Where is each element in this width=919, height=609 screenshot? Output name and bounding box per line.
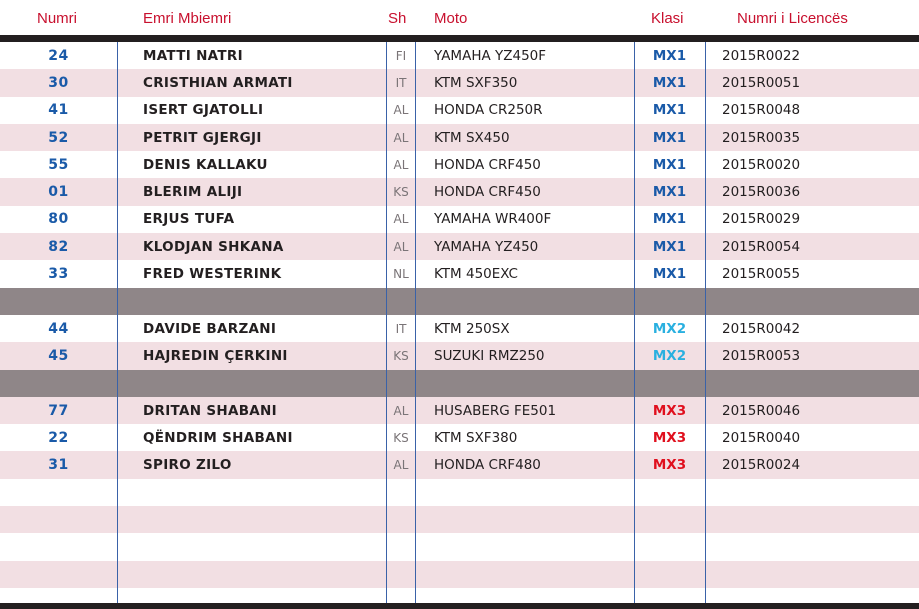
rider-class: MX3 <box>652 402 687 419</box>
rider-number: 45 <box>48 347 69 364</box>
header-name: Emri Mbiemri <box>143 10 232 27</box>
empty-row <box>0 561 919 588</box>
table-row <box>0 451 919 478</box>
rider-name: FRED WESTERINK <box>143 266 282 283</box>
rider-class: MX1 <box>652 238 687 255</box>
rider-class: MX1 <box>652 102 687 119</box>
header-number: Numri <box>37 10 77 27</box>
rider-country: KS <box>393 348 409 363</box>
rider-name: DRITAN SHABANI <box>143 402 277 419</box>
table-row <box>0 206 919 233</box>
class-separator-row <box>0 288 919 315</box>
rider-moto: HONDA CRF450 <box>434 156 541 173</box>
rider-class: MX1 <box>652 211 687 228</box>
table-row <box>0 342 919 369</box>
column-divider <box>117 42 118 603</box>
rider-country: FI <box>395 48 407 63</box>
rider-license: 2015R0020 <box>722 156 801 173</box>
header-country: Sh <box>388 10 407 27</box>
rider-license: 2015R0046 <box>722 402 801 419</box>
rider-country: IT <box>395 321 407 336</box>
rider-license: 2015R0048 <box>722 102 801 119</box>
rider-country: AL <box>393 157 409 172</box>
column-divider <box>415 42 416 603</box>
riders-table <box>0 42 919 588</box>
table-row <box>0 178 919 205</box>
table-row <box>0 69 919 96</box>
rider-number: 24 <box>48 47 69 64</box>
rider-moto: HUSABERG FE501 <box>434 402 557 419</box>
rider-country: AL <box>393 403 409 418</box>
empty-row <box>0 533 919 560</box>
rider-country: KS <box>393 185 409 200</box>
rider-license: 2015R0053 <box>722 347 801 364</box>
rider-class: MX1 <box>652 184 687 201</box>
column-divider <box>705 42 706 603</box>
rider-class: MX1 <box>652 156 687 173</box>
bottom-divider-bar <box>0 603 919 609</box>
table-row <box>0 97 919 124</box>
rider-license: 2015R0042 <box>722 320 801 337</box>
rider-name: SPIRO ZILO <box>143 457 232 474</box>
rider-license: 2015R0022 <box>722 47 801 64</box>
rider-class: MX1 <box>652 47 687 64</box>
rider-country: AL <box>393 212 409 227</box>
rider-moto: YAMAHA YZ450F <box>434 47 547 64</box>
rider-license: 2015R0029 <box>722 211 801 228</box>
header-class: Klasi <box>651 10 684 27</box>
rider-moto: KTM SXF380 <box>434 429 518 446</box>
rider-name: MATTI NATRI <box>143 47 243 64</box>
table-row <box>0 397 919 424</box>
rider-class: MX1 <box>652 74 687 91</box>
header-license: Numri i Licencës <box>737 10 848 27</box>
rider-name: DAVIDE BARZANI <box>143 320 277 337</box>
rider-moto: YAMAHA WR400F <box>434 211 552 228</box>
column-divider <box>634 42 635 603</box>
rider-country: AL <box>393 239 409 254</box>
rider-class: MX1 <box>652 129 687 146</box>
table-row <box>0 124 919 151</box>
rider-moto: KTM 250SX <box>434 320 510 337</box>
rider-name: DENIS KALLAKU <box>143 156 268 173</box>
rider-country: AL <box>393 130 409 145</box>
empty-row <box>0 506 919 533</box>
rider-moto: SUZUKI RMZ250 <box>434 347 545 364</box>
rider-name: BLERIM ALIJI <box>143 184 243 201</box>
rider-number: 41 <box>48 102 69 119</box>
rider-number: 30 <box>48 74 69 91</box>
rider-number: 82 <box>48 238 69 255</box>
rider-country: IT <box>395 75 407 90</box>
class-separator-row <box>0 370 919 397</box>
rider-moto: KTM SX450 <box>434 129 510 146</box>
rider-name: ERJUS TUFA <box>143 211 235 228</box>
rider-country: AL <box>393 458 409 473</box>
empty-row <box>0 479 919 506</box>
rider-license: 2015R0035 <box>722 129 801 146</box>
rider-number: 52 <box>48 129 69 146</box>
rider-license: 2015R0036 <box>722 184 801 201</box>
rider-moto: HONDA CRF480 <box>434 457 541 474</box>
rider-number: 22 <box>48 429 69 446</box>
table-row <box>0 315 919 342</box>
table-header <box>0 0 919 36</box>
rider-moto: YAMAHA YZ450 <box>434 238 539 255</box>
rider-license: 2015R0051 <box>722 74 801 91</box>
rider-class: MX3 <box>652 429 687 446</box>
rider-moto: KTM 450EXC <box>434 266 518 283</box>
rider-country: KS <box>393 430 409 445</box>
rider-number: 31 <box>48 457 69 474</box>
rider-number: 77 <box>48 402 69 419</box>
rider-class: MX2 <box>652 320 687 337</box>
column-divider <box>386 42 387 603</box>
top-divider-bar <box>0 35 919 42</box>
rider-number: 33 <box>48 266 69 283</box>
rider-moto: HONDA CRF450 <box>434 184 541 201</box>
rider-number: 01 <box>48 184 69 201</box>
rider-license: 2015R0055 <box>722 266 801 283</box>
rider-country: NL <box>393 267 409 282</box>
rider-license: 2015R0054 <box>722 238 801 255</box>
table-row <box>0 42 919 69</box>
rider-country: AL <box>393 103 409 118</box>
rider-number: 55 <box>48 156 69 173</box>
table-row <box>0 260 919 287</box>
rider-moto: KTM SXF350 <box>434 74 518 91</box>
rider-license: 2015R0024 <box>722 457 801 474</box>
rider-name: HAJREDIN ÇERKINI <box>143 347 288 364</box>
header-moto: Moto <box>434 10 468 27</box>
rider-class: MX1 <box>652 266 687 283</box>
table-row <box>0 233 919 260</box>
rider-name: CRISTHIAN ARMATI <box>143 74 293 91</box>
table-row <box>0 424 919 451</box>
rider-class: MX3 <box>652 457 687 474</box>
table-row <box>0 151 919 178</box>
rider-name: KLODJAN SHKANA <box>143 238 284 255</box>
rider-class: MX2 <box>652 347 687 364</box>
rider-number: 80 <box>48 211 69 228</box>
rider-name: PETRIT GJERGJI <box>143 129 262 146</box>
rider-moto: HONDA CR250R <box>434 102 543 119</box>
rider-number: 44 <box>48 320 69 337</box>
rider-license: 2015R0040 <box>722 429 801 446</box>
rider-name: QËNDRIM SHABANI <box>143 429 293 446</box>
rider-name: ISERT GJATOLLI <box>143 102 264 119</box>
